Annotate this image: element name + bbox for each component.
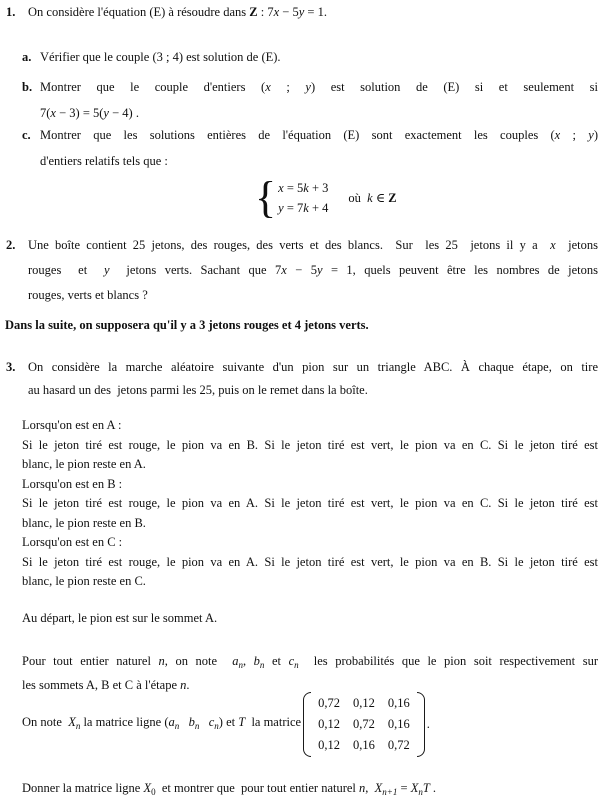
matrix-cell: 0,12 bbox=[318, 738, 340, 752]
walk-rule-c-line2: blanc, le pion reste en C. bbox=[22, 574, 146, 588]
item1a-label: a. bbox=[22, 50, 32, 64]
final-question: Donner la matrice ligne $X_0$ et montrer que pour tout entier naturel n, $X_{n+1} = X_nT$ . bbox=[22, 781, 437, 797]
probabilities-line1: Pour tout entier naturel n, on note $a_n$, $b_n$ et $c_n$ les probabilités que le pion soit respectivement sur bbox=[22, 654, 598, 670]
transition-matrix bbox=[303, 692, 425, 757]
matrix-cell: 0,72 bbox=[387, 738, 410, 752]
walk-rule-c-line1: Si le jeton tiré est rouge, le pion va en A. Si le jeton tiré est vert, le pion va en B. Si le jeton tiré est bbox=[22, 555, 598, 569]
item1c-label: c. bbox=[22, 128, 31, 142]
matrix-paren-left-icon bbox=[303, 692, 311, 757]
matrix-paragraph bbox=[22, 692, 598, 757]
matrix-grid bbox=[311, 692, 417, 757]
assumption-note: Dans la suite, on supposera qu'il y a 3 jetons rouges et 4 jetons verts. bbox=[5, 318, 369, 332]
matrix-cell: 0,16 bbox=[387, 717, 410, 731]
equation-system bbox=[255, 173, 397, 222]
matrix-cell: 0,16 bbox=[352, 738, 375, 752]
item2-line3: rouges, verts et blancs ? bbox=[28, 288, 148, 302]
system-eq1: x = 5k + 3 bbox=[278, 180, 329, 195]
matrix-cell: 0,72 bbox=[318, 696, 340, 710]
walk-rule-a-line2: blanc, le pion reste en A. bbox=[22, 457, 146, 471]
walk-rule-c-heading: Lorsqu'on est en C : bbox=[22, 535, 123, 549]
item1c-line2: d'entiers relatifs tels que : bbox=[40, 154, 168, 168]
walk-rule-b-line1: Si le jeton tiré est rouge, le pion va en A. Si le jeton tiré est vert, le pion va en C. Si le jeton tiré est bbox=[22, 496, 598, 510]
item2-number: 2. bbox=[6, 238, 16, 252]
system-where: où k ∈ Z bbox=[348, 190, 397, 205]
item3-line1: On considère la marche aléatoire suivante d'un pion sur un triangle ABC. À chaque étape, on tire bbox=[28, 360, 598, 374]
item1c-line1: Montrer que les solutions entières de l'équation (E) sont exactement les couples (x ; y) bbox=[40, 128, 598, 142]
matrix-paren-right-icon bbox=[417, 692, 425, 757]
matrix-period: . bbox=[426, 717, 430, 731]
walk-rule-b-heading: Lorsqu'on est en B : bbox=[22, 477, 123, 491]
item1b-line1: Montrer que le couple d'entiers (x ; y) est solution de (E) si et seulement si bbox=[40, 80, 598, 94]
item1-intro: On considère l'équation (E) à résoudre dans Z : 7x − 5y = 1. bbox=[28, 5, 327, 19]
matrix-cell: 0,72 bbox=[352, 717, 375, 731]
start-position-text: Au départ, le pion est sur le sommet A. bbox=[22, 611, 218, 625]
item1-number: 1. bbox=[6, 5, 16, 19]
walk-rule-a-heading: Lorsqu'on est en A : bbox=[22, 418, 122, 432]
probabilities-line2: les sommets A, B et C à l'étape n. bbox=[22, 678, 190, 692]
item2-line1: Une boîte contient 25 jetons, des rouges, des verts et des blancs. Sur les 25 jetons il y a x jetons bbox=[28, 238, 598, 252]
item3-number: 3. bbox=[6, 360, 16, 374]
system-eq2: y = 7k + 4 bbox=[278, 200, 329, 215]
item3-line2: au hasard un des jetons parmi les 25, puis on le remet dans la boîte. bbox=[28, 383, 368, 397]
walk-rule-a-line1: Si le jeton tiré est rouge, le pion va en B. Si le jeton tiré est vert, le pion va en C. Si le jeton tiré est bbox=[22, 438, 598, 452]
matrix-intro-text: On note $X_n$ la matrice ligne ($a_n$ $b_n$ $c_n$) et T la matrice bbox=[22, 715, 302, 731]
walk-rule-b-line2: blanc, le pion reste en B. bbox=[22, 516, 146, 530]
item1a-text: Vérifier que le couple (3 ; 4) est solution de (E). bbox=[40, 50, 281, 64]
item1b-line2: 7(x − 3) = 5(y − 4) . bbox=[40, 106, 139, 120]
matrix-cell: 0,12 bbox=[352, 696, 375, 710]
matrix-cell: 0,12 bbox=[318, 717, 340, 731]
system-brace: { bbox=[255, 173, 277, 222]
item2-line2: rouges et y jetons verts. Sachant que 7x − 5y = 1, quels peuvent être les nombres de jetons bbox=[28, 263, 598, 277]
matrix-cell: 0,16 bbox=[387, 696, 410, 710]
item1b-label: b. bbox=[22, 80, 33, 94]
